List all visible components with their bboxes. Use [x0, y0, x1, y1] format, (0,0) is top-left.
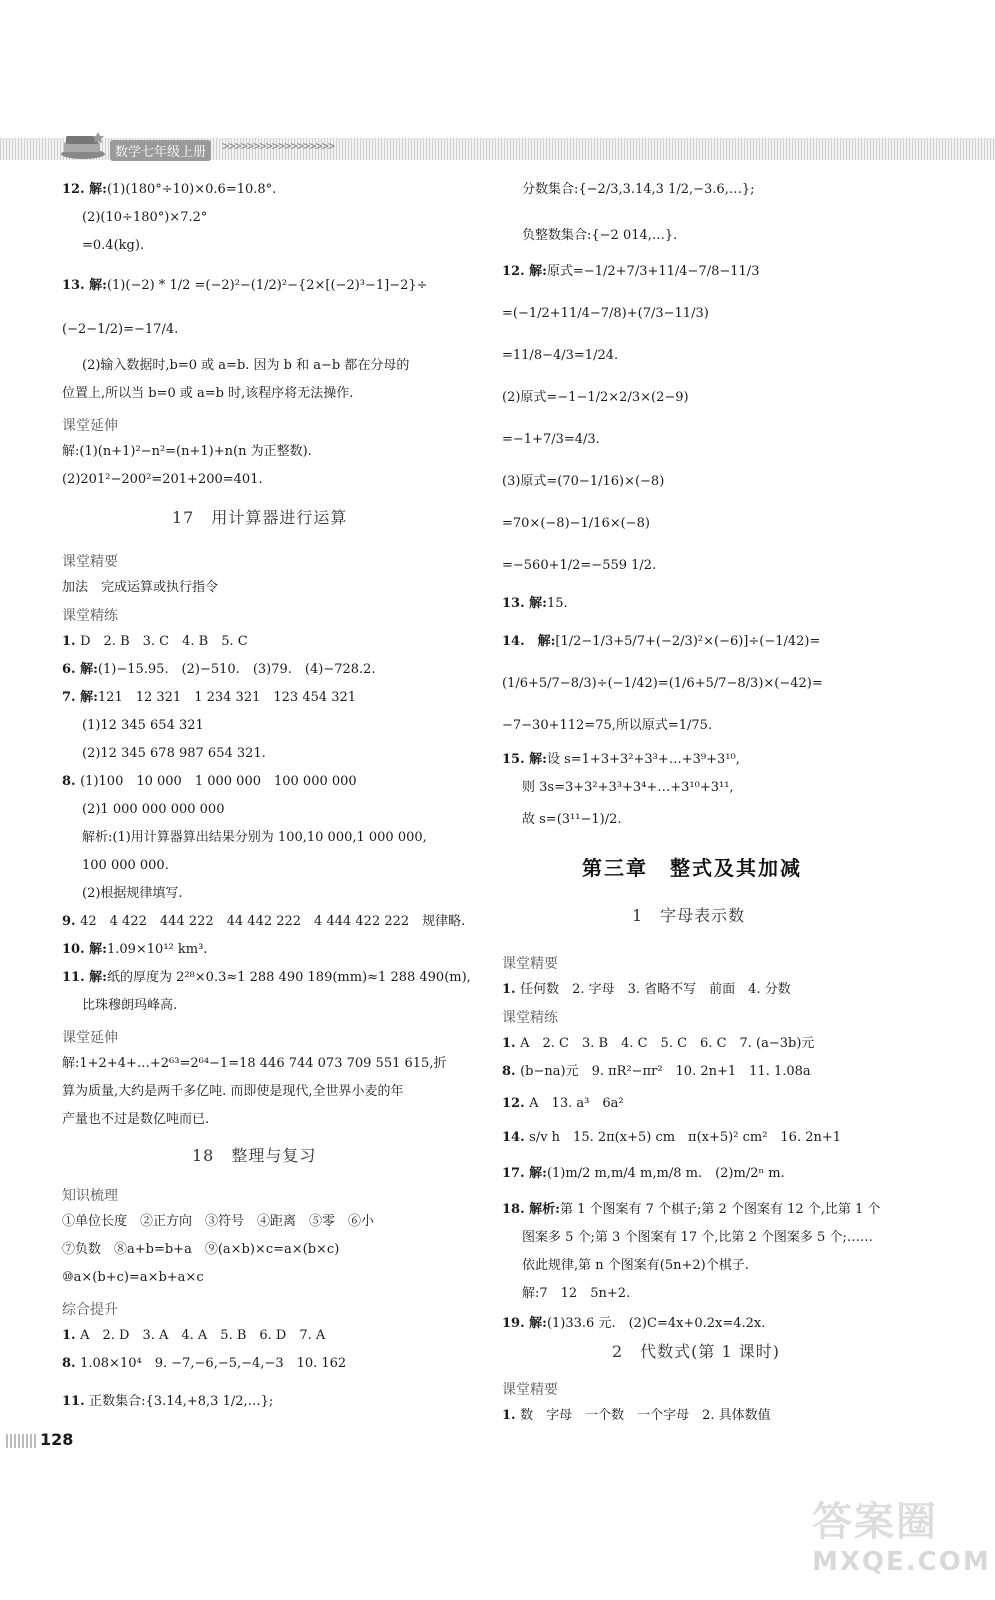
answer-line: (2)输入数据时,b=0 或 a=b. 因为 b 和 a−b 都在分母的: [82, 358, 410, 373]
lesson-title: 2 代数式(第 1 课时): [612, 1342, 781, 1361]
book-icon: [58, 130, 108, 160]
answer-line: ⑦负数 ⑧a+b=b+a ⑨(a×b)×c=a×(b×c): [62, 1242, 340, 1257]
answer-line: 故 s=(3¹¹−1)/2.: [522, 812, 622, 827]
watermark-url: MXQE.COM: [812, 1547, 991, 1577]
answer-line: 依此规律,第 n 个图案有(5n+2)个棋子.: [522, 1258, 749, 1273]
section-heading: 课堂精练: [502, 1010, 558, 1026]
answer-line: 算为质量,大约是两千多亿吨. 而即使是现代,全世界小麦的年: [62, 1084, 404, 1099]
header-arrows: >>>>>>>>>>>>>>>>>>: [222, 139, 335, 153]
section-heading: 课堂精要: [502, 1382, 558, 1398]
answer-line: −7−30+112=75,所以原式=1/75.: [502, 718, 713, 733]
answer-line: 产量也不过是数亿吨而已.: [62, 1112, 210, 1127]
answer-line: ⑩a×(b+c)=a×b+a×c: [62, 1270, 204, 1285]
answer-line: 13. 解:(1)(−2) * 1/2 =(−2)²−(1/2)²−{2×[(−2)³−1]−2}÷: [62, 278, 428, 293]
section-heading: 课堂精要: [502, 956, 558, 972]
answer-line: 8. 1.08×10⁴ 9. −7,−6,−5,−4,−3 10. 162: [62, 1356, 347, 1371]
answer-line: 1. A 2. D 3. A 4. A 5. B 6. D 7. A: [62, 1328, 326, 1343]
watermark-logo: 答案圈: [812, 1499, 938, 1545]
answer-line: 11. 正数集合:{3.14,+8,3 1/2,…};: [62, 1394, 274, 1409]
answer-line: 15. 解:设 s=1+3+3²+3³+…+3⁹+3¹⁰,: [502, 752, 740, 767]
answer-line: (2)1 000 000 000 000: [82, 802, 225, 817]
answer-line: 解析:(1)用计算器算出结果分别为 100,10 000,1 000 000,: [82, 830, 427, 845]
answer-line: =−560+1/2=−559 1/2.: [502, 558, 657, 573]
answer-line: 13. 解:15.: [502, 596, 568, 611]
answer-line: 解:7 12 5n+2.: [522, 1286, 631, 1301]
answer-line: 8. (b−na)元 9. πR²−πr² 10. 2n+1 11. 1.08a: [502, 1064, 811, 1079]
answer-line: (2)12 345 678 987 654 321.: [82, 746, 266, 761]
page-number: 128: [40, 1430, 74, 1449]
answer-line: 11. 解:纸的厚度为 2²⁸×0.3≈1 288 490 189(mm)≈1 288 490(m),: [62, 970, 471, 985]
watermark: [812, 1490, 991, 1590]
answer-line: (2)201²−200²=201+200=401.: [62, 472, 263, 487]
answer-line: 1. A 2. C 3. B 4. C 5. C 6. C 7. (a−3b)元: [502, 1036, 815, 1051]
answer-line: ①单位长度 ②正方向 ③符号 ④距离 ⑤零 ⑥小: [62, 1214, 375, 1229]
answer-line: 加法 完成运算或执行指令: [62, 580, 219, 595]
answer-line: 1. 任何数 2. 字母 3. 省略不写 前面 4. 分数: [502, 982, 791, 997]
answer-line: =−1+7/3=4/3.: [502, 432, 600, 447]
answer-line: =70×(−8)−1/16×(−8): [502, 516, 650, 531]
header-title: 数学七年级上册: [110, 140, 211, 161]
answer-line: 比珠穆朗玛峰高.: [82, 998, 178, 1013]
answer-line: 12. 解:原式=−1/2+7/3+11/4−7/8−11/3: [502, 264, 760, 279]
lesson-title: 1 字母表示数: [632, 906, 746, 925]
answer-line: (1)12 345 654 321: [82, 718, 204, 733]
answer-line: 7. 解:121 12 321 1 234 321 123 454 321: [62, 690, 357, 705]
answer-line: 8. (1)100 10 000 1 000 000 100 000 000: [62, 774, 357, 789]
answer-line: 18. 解析:第 1 个图案有 7 个棋子;第 2 个图案有 12 个,比第 1 个: [502, 1202, 881, 1217]
answer-line: 分数集合:{−2/3,3.14,3 1/2,−3.6,…};: [522, 182, 755, 197]
answer-line: (2)根据规律填写.: [82, 886, 183, 901]
answer-line: 10. 解:1.09×10¹² km³.: [62, 942, 208, 957]
answer-line: 6. 解:(1)−15.95. (2)−510. (3)79. (4)−728.2.: [62, 662, 376, 677]
lesson-title: 18 整理与复习: [192, 1146, 317, 1165]
section-heading: 课堂延伸: [62, 418, 118, 434]
lesson-title: 17 用计算器进行运算: [172, 508, 348, 527]
answer-line: =11/8−4/3=1/24.: [502, 348, 619, 363]
answer-line: 19. 解:(1)33.6 元. (2)C=4x+0.2x=4.2x.: [502, 1316, 766, 1331]
section-heading: 课堂精练: [62, 608, 118, 624]
answer-line: (3)原式=(70−1/16)×(−8): [502, 474, 665, 489]
answer-line: 解:1+2+4+…+2⁶³=2⁶⁴−1=18 446 744 073 709 551 615,折: [62, 1056, 447, 1071]
section-heading: 课堂精要: [62, 554, 118, 570]
answer-line: 解:(1)(n+1)²−n²=(n+1)+n(n 为正整数).: [62, 444, 312, 459]
chapter-title: 第三章 整式及其加减: [582, 856, 802, 880]
answer-line: 位置上,所以当 b=0 或 a=b 时,该程序将无法操作.: [62, 386, 354, 401]
answer-line: (−2−1/2)=−17/4.: [62, 322, 179, 337]
answer-line: (1/6+5/7−8/3)÷(−1/42)=(1/6+5/7−8/3)×(−42)=: [502, 676, 823, 691]
answer-line: 100 000 000.: [82, 858, 169, 873]
section-heading: 综合提升: [62, 1302, 118, 1318]
section-heading: 课堂延伸: [62, 1030, 118, 1046]
section-heading: 知识梳理: [62, 1188, 118, 1204]
answer-line: 则 3s=3+3²+3³+3⁴+…+3¹⁰+3¹¹,: [522, 780, 734, 795]
answer-line: (2)(10÷180°)×7.2°: [82, 210, 208, 225]
answer-line: (2)原式=−1−1/2×2/3×(2−9): [502, 390, 689, 405]
answer-line: 9. 42 4 422 444 222 44 442 222 4 444 422 222 规律略.: [62, 914, 466, 929]
answer-line: 12. 解:(1)(180°÷10)×0.6=10.8°.: [62, 182, 277, 197]
page-number-bars: [6, 1434, 38, 1448]
answer-line: =0.4(kg).: [82, 238, 145, 253]
answer-line: 图案多 5 个;第 3 个图案有 17 个,比第 2 个图案多 5 个;……: [522, 1230, 873, 1245]
answer-line: 12. A 13. a³ 6a²: [502, 1096, 624, 1111]
page-header: [0, 128, 995, 166]
answer-line: 1. 数 字母 一个数 一个字母 2. 具体数值: [502, 1408, 771, 1423]
answer-line: 14. s/v h 15. 2π(x+5) cm π(x+5)² cm² 16. 2n+1: [502, 1130, 842, 1145]
answer-line: 14. 解:[1/2−1/3+5/7+(−2/3)²×(−6)]÷(−1/42)=: [502, 634, 821, 649]
answer-line: 17. 解:(1)m/2 m,m/4 m,m/8 m. (2)m/2ⁿ m.: [502, 1166, 785, 1181]
answer-line: 1. D 2. B 3. C 4. B 5. C: [62, 634, 248, 649]
answer-line: =(−1/2+11/4−7/8)+(7/3−11/3): [502, 306, 709, 321]
answer-line: 负整数集合:{−2 014,…}.: [522, 228, 678, 243]
